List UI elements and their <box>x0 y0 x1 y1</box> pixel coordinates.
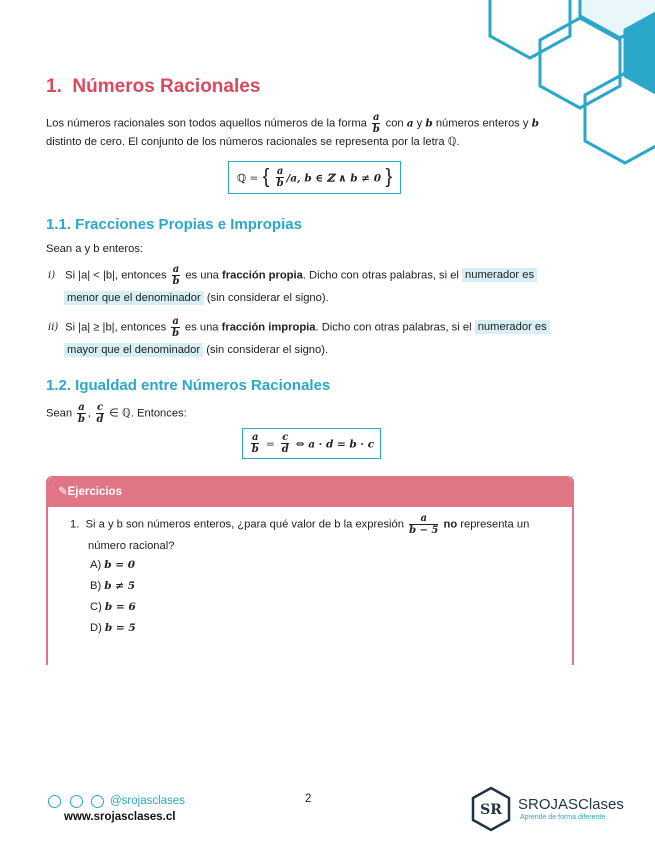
equality-intro: Sean $\frac{a}{b}$ , $\frac{c}{d}$ ∈ ℚ. Entonces: <box>46 402 187 425</box>
intro-fraction: $\frac{a}{b}$ <box>372 112 380 135</box>
youtube-icon[interactable] <box>70 795 83 808</box>
highlight: mayor que el denominador <box>64 343 203 357</box>
list-item: i) Si |a| < |b|, entonces $\frac{a}{b}$ es una fracción propia. Dicho con otras palabras, si el numerador es menor que el denominador (sin considerar el signo). <box>48 264 588 309</box>
subsection-title-fractions: 1.1. Fracciones Propias e Impropias <box>46 216 302 233</box>
highlight: numerador es <box>462 268 537 282</box>
page-number: 2 <box>305 793 312 805</box>
logo-icon <box>470 786 512 832</box>
option-b[interactable]: B) b ≠ 5 <box>90 580 136 592</box>
intro-paragraph: Los números racionales son todos aquellos números de la forma $\frac{a}{b}$ con a y b números enteros y b distinto de cero. El conjunto de los números racionales se representa por la letra ℚ. <box>46 112 539 148</box>
page-title: 1. Números Racionales <box>46 76 261 97</box>
subsection-title-equality: 1.2. Igualdad entre Números Racionales <box>46 377 331 394</box>
equality-formula-box: $\frac{a}{b}$ = $\frac{c}{d}$ ⇔ a · d = b · c <box>242 428 381 459</box>
website-link[interactable]: www.srojasclases.cl <box>64 811 176 823</box>
highlight: numerador es <box>475 320 550 334</box>
rational-definition-box: ℚ = { $\frac{a}{b}$ /a, b ∈ ℤ ∧ b ≠ 0 } <box>228 161 401 194</box>
list-item: ii) Si |a| ≥ |b|, entonces $\frac{a}{b}$ es una fracción impropia. Dicho con otras palabras, si el numerador es mayor que el denominador (sin considerar el signo). <box>48 316 588 361</box>
option-c[interactable]: C) b = 6 <box>90 601 136 613</box>
social-handle[interactable]: @srojasclases <box>110 795 185 807</box>
brand-name: SROJASClases <box>518 796 624 813</box>
option-d[interactable]: D) b = 5 <box>90 622 136 634</box>
instagram-icon[interactable] <box>91 795 104 808</box>
brand-tagline: Aprende de forma diferente <box>520 814 606 821</box>
exercise-question: 1. Si a y b son números enteros, ¿para qué valor de b la expresión $\frac{a}{b - 5}$ no representa un número racional? <box>70 513 530 552</box>
fractions-intro: Sean a y b enteros: <box>46 243 144 255</box>
exercises-header: ✎Ejercicios <box>48 477 572 507</box>
exercises-box <box>46 476 574 665</box>
highlight: menor que el denominador <box>64 291 204 305</box>
option-a[interactable]: A) b = 0 <box>90 559 136 571</box>
facebook-icon[interactable] <box>48 795 61 808</box>
svg-text:SR: SR <box>480 802 502 818</box>
